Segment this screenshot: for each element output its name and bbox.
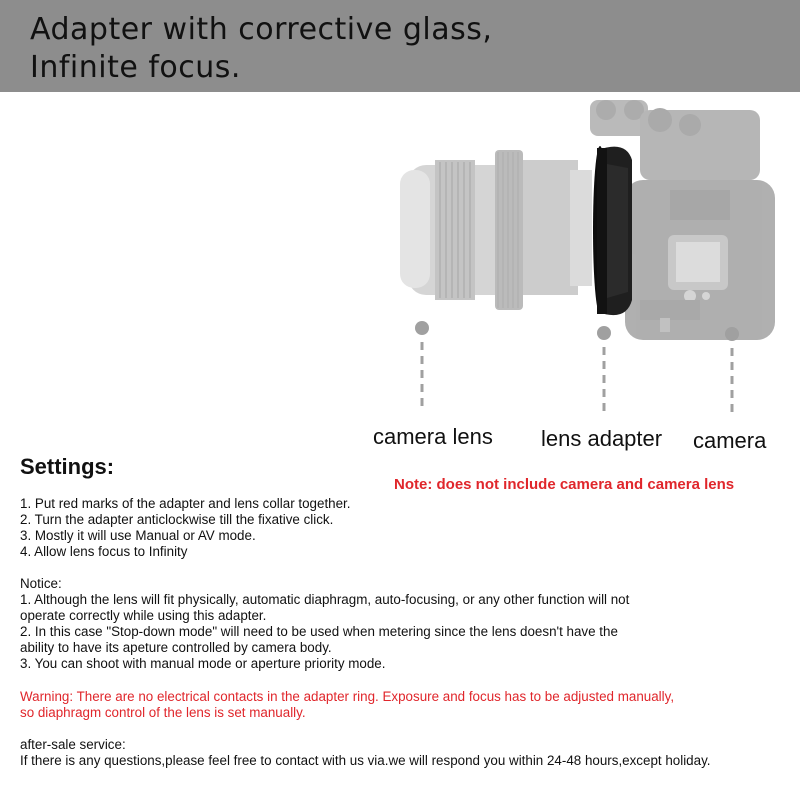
banner-title-line-1: Adapter with corrective glass, (30, 12, 493, 47)
label-camera: camera (693, 428, 767, 453)
label-camera-lens: camera lens (373, 424, 493, 449)
package-note: Note: does not include camera and camera lens (394, 476, 735, 493)
notice-line: operate correctly while using this adapter. (20, 608, 267, 623)
product-illustration (0, 92, 800, 452)
notice-section (20, 576, 629, 672)
warning-line: Warning: There are no electrical contacts in the adapter ring. Exposure and focus has to be adjusted manually, (20, 689, 675, 704)
settings-heading: Settings: (20, 454, 115, 479)
after-sale-heading: after-sale service: (20, 737, 126, 752)
settings-step: 2. Turn the adapter anticlockwise till the fixative click. (20, 512, 334, 527)
banner-title-line-2: Infinite focus. (30, 50, 241, 85)
camera-lens-image (400, 150, 592, 310)
settings-step: 1. Put red marks of the adapter and lens collar together. (20, 496, 351, 511)
settings-step: 3. Mostly it will use Manual or AV mode. (20, 528, 256, 543)
settings-steps (20, 496, 351, 560)
marker-camera (725, 327, 739, 418)
notice-line: 1. Although the lens will fit physically, automatic diaphragm, auto-focusing, or any other function will not (20, 592, 630, 607)
lens-adapter-image (593, 146, 632, 315)
label-lens-adapter: lens adapter (541, 426, 663, 451)
after-sale-section (20, 737, 711, 769)
marker-lens-adapter (597, 326, 611, 417)
marker-camera-lens (415, 321, 429, 412)
header-banner (0, 0, 800, 92)
warning-section (20, 689, 674, 721)
notice-line: 3. You can shoot with manual mode or aperture priority mode. (20, 656, 386, 671)
warning-line: so diaphragm control of the lens is set manually. (20, 705, 306, 720)
notice-heading: Notice: (20, 576, 62, 591)
notice-line: ability to have its apeture controlled by camera body. (20, 640, 332, 655)
settings-step: 4. Allow lens focus to Infinity (20, 544, 188, 559)
notice-line: 2. In this case "Stop-down mode" will need to be used when metering since the lens doesn't have the (20, 624, 618, 639)
after-sale-text: If there is any questions,please feel free to contact with us via.we will respond you within 24-48 hours,except holiday. (20, 753, 711, 768)
